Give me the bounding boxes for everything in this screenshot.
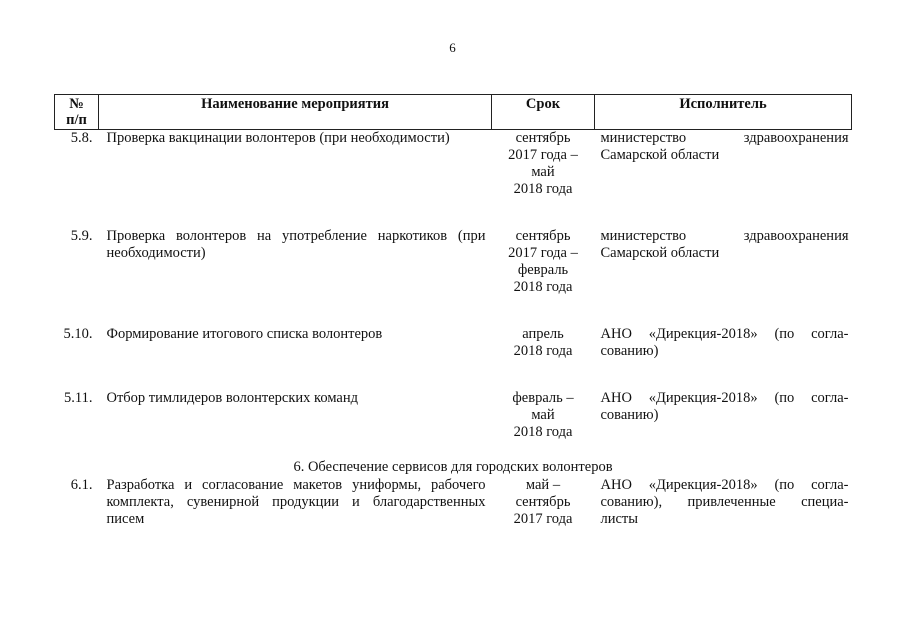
executor-line: сованию), привлеченные специа- <box>600 494 849 510</box>
table-row <box>55 326 852 360</box>
executor-line: министерство здравоохранения <box>600 228 849 244</box>
term-line: февраль <box>517 262 569 278</box>
row-number: 5.9. <box>70 228 93 244</box>
executor-line: листы <box>600 511 639 527</box>
term-line: апрель <box>522 326 564 342</box>
row-name: Проверка волонтеров на употребление наркотиков (при необходимости) <box>106 228 486 261</box>
row-term <box>492 477 595 528</box>
header-number <box>55 95 99 130</box>
row-term <box>492 390 595 441</box>
row-number: 6.1. <box>70 477 93 493</box>
table-row <box>55 228 852 296</box>
term-line: май <box>531 407 555 423</box>
row-number: 5.11. <box>64 390 93 406</box>
term-line: сентябрь <box>515 130 571 146</box>
executor-line: сованию) <box>600 407 659 423</box>
row-name: Отбор тимлидеров волонтерских команд <box>106 390 358 406</box>
term-line: сентябрь <box>515 494 571 510</box>
executor-line: Самарской области <box>600 147 720 163</box>
term-line: 2017 года – <box>508 245 578 261</box>
term-line: сентябрь <box>515 228 571 244</box>
events-table <box>54 94 852 528</box>
row-executor <box>595 130 852 199</box>
term-line: февраль – <box>512 390 574 406</box>
term-line: 2017 года <box>513 511 573 527</box>
executor-line: АНО «Дирекция-2018» (по согла- <box>600 477 849 493</box>
row-term <box>492 228 595 296</box>
row-executor <box>595 326 852 360</box>
row-number: 5.10. <box>63 326 93 342</box>
header-term: Срок <box>492 95 595 130</box>
header-number-line2: п/п <box>66 112 87 128</box>
executor-line: АНО «Дирекция-2018» (по согла- <box>600 326 849 342</box>
term-line: май – <box>525 477 561 493</box>
term-line: 2018 года <box>513 181 573 197</box>
header-name: Наименование мероприятия <box>99 95 492 130</box>
executor-line: Самарской области <box>600 245 720 261</box>
row-term <box>492 326 595 360</box>
table-row <box>55 390 852 441</box>
term-line: 2018 года <box>513 279 573 295</box>
term-line: май <box>531 164 555 180</box>
table-header-row <box>55 95 852 130</box>
section-heading-row <box>55 459 852 477</box>
executor-line: министерство здравоохранения <box>600 130 849 146</box>
section-title: 6. Обеспечение сервисов для городских волонтеров <box>293 459 613 475</box>
term-line: 2018 года <box>513 424 573 440</box>
row-executor <box>595 477 852 528</box>
term-line: 2018 года <box>513 343 573 359</box>
executor-line: АНО «Дирекция-2018» (по согла- <box>600 390 849 406</box>
term-line: 2017 года – <box>508 147 578 163</box>
header-number-line1: № <box>69 96 84 112</box>
table-row <box>55 477 852 528</box>
executor-line: сованию) <box>600 343 659 359</box>
row-name: Формирование итогового списка волонтеров <box>106 326 383 342</box>
row-name: Проверка вакцинации волонтеров (при необходимости) <box>106 130 450 146</box>
row-executor <box>595 390 852 441</box>
row-name: Разработка и согласование макетов униформы, рабочего комплекта, сувенирной продукции и благодарственных писем <box>106 477 486 527</box>
header-executor: Исполнитель <box>595 95 852 130</box>
table-row <box>55 130 852 199</box>
row-number: 5.8. <box>70 130 93 146</box>
row-term <box>492 130 595 199</box>
page-number: 6 <box>449 40 456 55</box>
row-executor <box>595 228 852 296</box>
